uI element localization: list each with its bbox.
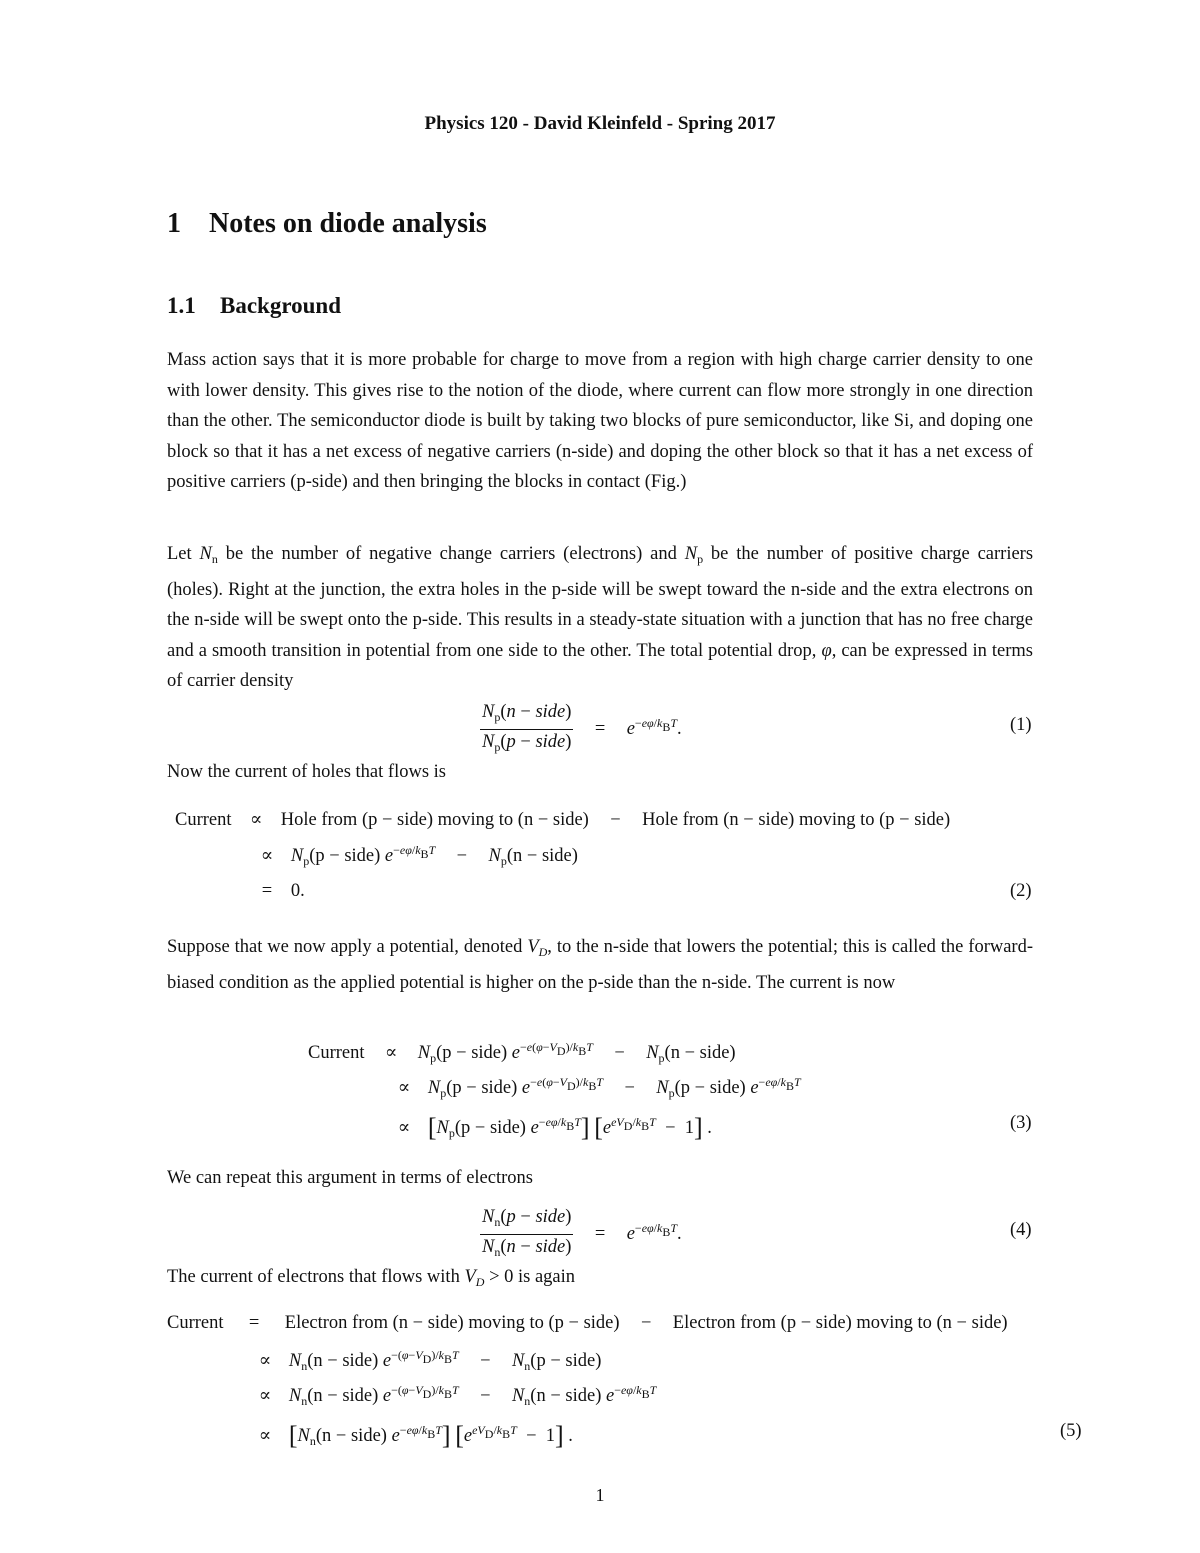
- equation-number-2: (2): [1010, 881, 1032, 901]
- text-fragment: is again: [518, 1267, 576, 1287]
- text-fragment: be the number of negative change carriers (electrons) and: [225, 544, 677, 564]
- eq-word: Electron from (n − side) moving to (p − side): [284, 1313, 620, 1333]
- text-fragment: Let: [167, 544, 192, 564]
- section-number: 1: [167, 208, 181, 239]
- equation-5-line-4: ∝ [$N_n(n$ − side) $e^{-e\varphi/k_BT}$] $[e^{eV_D/k_BT} - 1]$ .: [258, 1421, 573, 1450]
- equation-3-line-1: Current ∝ $N_p(p$ − side) $e^{-e(\varphi-V_D)/k_BT} - N_p(n$ − side): [308, 1040, 736, 1065]
- equation-1: $\frac{N_p(n - side)}{N_p(p - side)}$ = $e^{-e\varphi/k_BT}$.: [482, 702, 682, 754]
- eq-word: Current: [308, 1043, 365, 1063]
- text-fragment: can be expressed in terms of carrier density: [167, 640, 1034, 691]
- equation-4: $\frac{N_n(p - side)}{N_n(n - side)}$ = $e^{-e\varphi/k_BT}$.: [482, 1207, 682, 1259]
- eq-word: Hole from (p − side) moving to (n − side): [280, 810, 589, 830]
- section-title: Notes on diode analysis: [209, 208, 487, 239]
- text-fragment: Suppose that we now apply a potential, denoted: [167, 937, 523, 957]
- equation-2-line-1: Current ∝ Hole from (p − side) moving to (n − side) − Hole from (n − side) moving to (p − side): [175, 810, 951, 830]
- text-fragment: to the n-side that lowers the potential; this is called the forward-biased condition as the applied potential is higher on the p-side than the n-side. The current is now: [167, 937, 1034, 993]
- equation-2-line-2: ∝ $N_p(p$ − side) $e^{-e\varphi/k_BT} - N_p(n$ − side): [260, 843, 578, 868]
- subsection-heading: [167, 293, 341, 319]
- paragraph-forward-bias: Suppose that we now apply a potential, denoted $V_D$, to the n-side that lowers the potential; this is called the forward-biased condition as the applied potential is higher on the p-side than the n-side. The current is now: [167, 937, 1034, 993]
- eq-word: Electron from (p − side) moving to (n − side): [672, 1313, 1008, 1333]
- running-header: Physics 120 - David Kleinfeld - Spring 2017: [424, 113, 776, 134]
- subsection-number: 1.1: [167, 293, 196, 318]
- equation-3-line-2: ∝ $N_p(p$ − side) $e^{-e(\varphi-V_D)/k_BT} - N_p(p$ − side) $e^{-e\varphi/k_BT}$: [397, 1075, 801, 1100]
- paragraph-hole-current: Now the current of holes that flows is: [167, 762, 446, 782]
- equation-number-3: (3): [1010, 1113, 1032, 1133]
- equation-5-line-3: ∝ $N_n(n$ − side) $e^{-(\varphi-V_D)/k_BT} - N_n(n$ − side) $e^{-e\varphi/k_BT}$: [258, 1383, 657, 1408]
- paragraph-electron-current: The current of electrons that flows with $V_D > 0$ is again: [167, 1267, 576, 1289]
- equation-5-line-1: Current = Electron from (n − side) moving to (p − side) − Electron from (p − side) moving to (n − side): [167, 1313, 1008, 1333]
- section-heading: [167, 208, 487, 240]
- eq-word: Hole from (n − side) moving to (p − side): [642, 810, 951, 830]
- eq-word: Current: [167, 1313, 224, 1333]
- equation-2-line-3: = 0.: [261, 881, 305, 901]
- equation-3-line-3: ∝ [$N_p(p$ − side) $e^{-e\varphi/k_BT}$] $[e^{eV_D/k_BT} - 1]$ .: [397, 1113, 712, 1142]
- page-number: 1: [595, 1485, 605, 1505]
- equation-number-1: (1): [1010, 715, 1032, 735]
- equation-number-5: (5): [1060, 1421, 1082, 1441]
- paragraph-mass-action: Mass action says that it is more probable for charge to move from a region with high charge carrier density to one with lower density. This gives rise to the notion of the diode, where current can flow more strongly in one direction than the other. The semiconductor diode is built by taking two blocks of pure semiconductor, like Si, and doping one block so that it has a net excess of negative carriers (n-side) and doping the other block so that it has a net excess of positive carriers (p-side) and then bringing the blocks in contact (Fig.): [167, 350, 1033, 492]
- text-fragment: be the number of positive charge carriers (holes). Right at the junction, the extra holes in the p-side will be swept toward the n-side and the extra electrons on the n-side will be swept onto the p-side. This results in a steady-state situation with a junction that has no free charge and a smooth transition in potential from one side to the other. The total potential drop,: [167, 544, 1034, 661]
- equation-number-4: (4): [1010, 1220, 1032, 1240]
- paragraph-electrons: We can repeat this argument in terms of electrons: [167, 1168, 533, 1188]
- paragraph-carriers: Let $N_n$ be the number of negative change carriers (electrons) and $N_p$ be the number of positive charge carriers (holes). Right at the junction, the extra holes in the p-side will be swept toward the n-side and the extra electrons on the n-side will be swept onto the p-side. This results in a steady-state situation with a junction that has no free charge and a smooth transition in potential from one side to the other. The total potential drop, φ, can be expressed in terms of carrier density: [167, 544, 1034, 691]
- text-fragment: The current of electrons that flows with: [167, 1267, 460, 1287]
- subsection-title: Background: [220, 293, 342, 318]
- equation-5-line-2: ∝ $N_n(n$ − side) $e^{-(\varphi-V_D)/k_BT} - N_n(p$ − side): [258, 1348, 602, 1373]
- eq-word: Current: [175, 810, 232, 830]
